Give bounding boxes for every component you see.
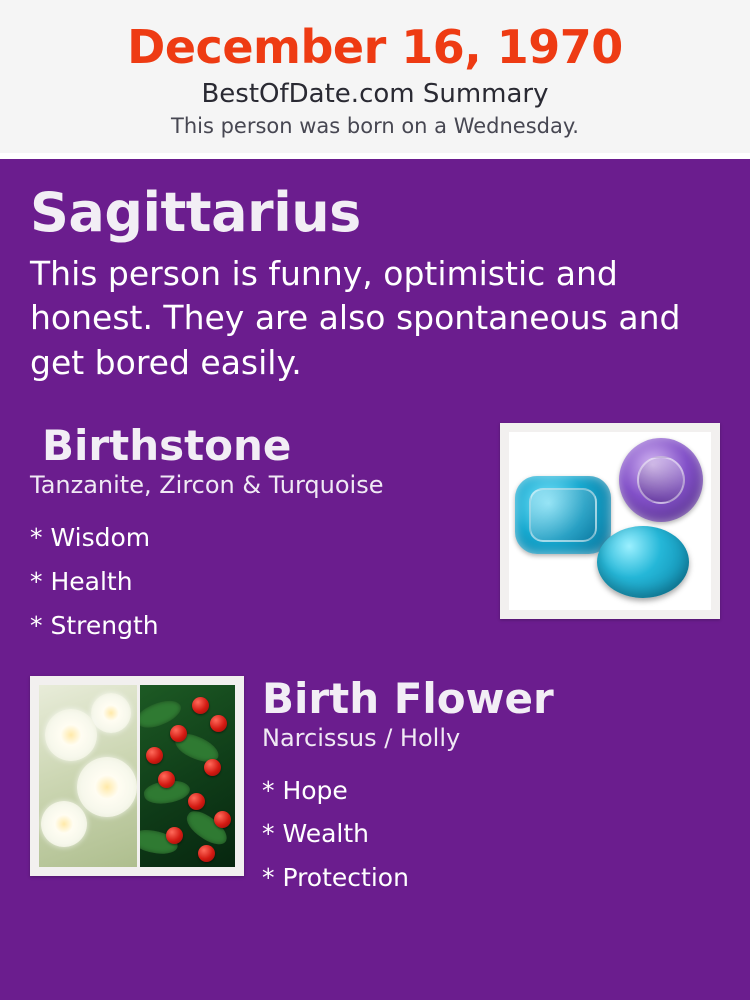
- birth-flower-title: Birth Flower: [262, 673, 554, 723]
- tanzanite-gem-icon: [515, 476, 611, 554]
- card-header: [0, 0, 750, 159]
- birth-flower-text: [244, 673, 720, 900]
- list-item: * Health: [30, 567, 133, 597]
- holly-berry-icon: [146, 747, 163, 764]
- holly-berry-icon: [214, 811, 231, 828]
- flower-bloom-icon: [45, 709, 97, 761]
- card-body: [0, 159, 750, 900]
- narcissus-photo-half: [39, 685, 137, 867]
- birthstone-title: Birthstone: [42, 421, 292, 471]
- birthstone-text: [30, 423, 500, 647]
- zodiac-sign-name: Sagittarius: [30, 180, 361, 244]
- birthstone-section: [30, 423, 720, 647]
- birth-flower-photo-frame: [30, 676, 244, 876]
- birthstone-photo-frame: [500, 423, 720, 619]
- birthstone-names: Tanzanite, Zircon & Turquoise: [30, 471, 384, 500]
- page-title: December 16, 1970: [127, 20, 623, 74]
- zodiac-description: This person is funny, optimistic and honest. They are also spontaneous and get bored easily.: [30, 253, 681, 382]
- birth-flower-names: Narcissus / Holly: [262, 723, 461, 752]
- list-item: * Protection: [262, 863, 409, 893]
- holly-berry-icon: [188, 793, 205, 810]
- holly-berry-icon: [192, 697, 209, 714]
- list-item: * Wisdom: [30, 523, 151, 553]
- zircon-gem-icon: [619, 438, 703, 522]
- list-item: * Strength: [30, 610, 159, 640]
- birth-flower-photo: [39, 685, 235, 867]
- holly-berry-icon: [170, 725, 187, 742]
- birth-flower-traits-list: [262, 769, 720, 900]
- birth-flower-section: [30, 673, 720, 900]
- birth-day-note: This person was born on a Wednesday.: [171, 113, 579, 138]
- turquoise-gem-icon: [597, 526, 689, 598]
- flower-bloom-icon: [77, 757, 137, 817]
- holly-berry-icon: [166, 827, 183, 844]
- site-summary-label: BestOfDate.com Summary: [201, 78, 549, 109]
- holly-photo-half: [137, 685, 235, 867]
- holly-berry-icon: [204, 759, 221, 776]
- holly-berry-icon: [158, 771, 175, 788]
- holly-berry-icon: [198, 845, 215, 862]
- birthstone-traits-list: [30, 516, 486, 647]
- list-item: * Wealth: [262, 819, 369, 849]
- flower-bloom-icon: [41, 801, 87, 847]
- flower-bloom-icon: [91, 693, 131, 733]
- holly-berry-icon: [210, 715, 227, 732]
- list-item: * Hope: [262, 775, 348, 805]
- birthstone-gems-photo: [509, 432, 711, 610]
